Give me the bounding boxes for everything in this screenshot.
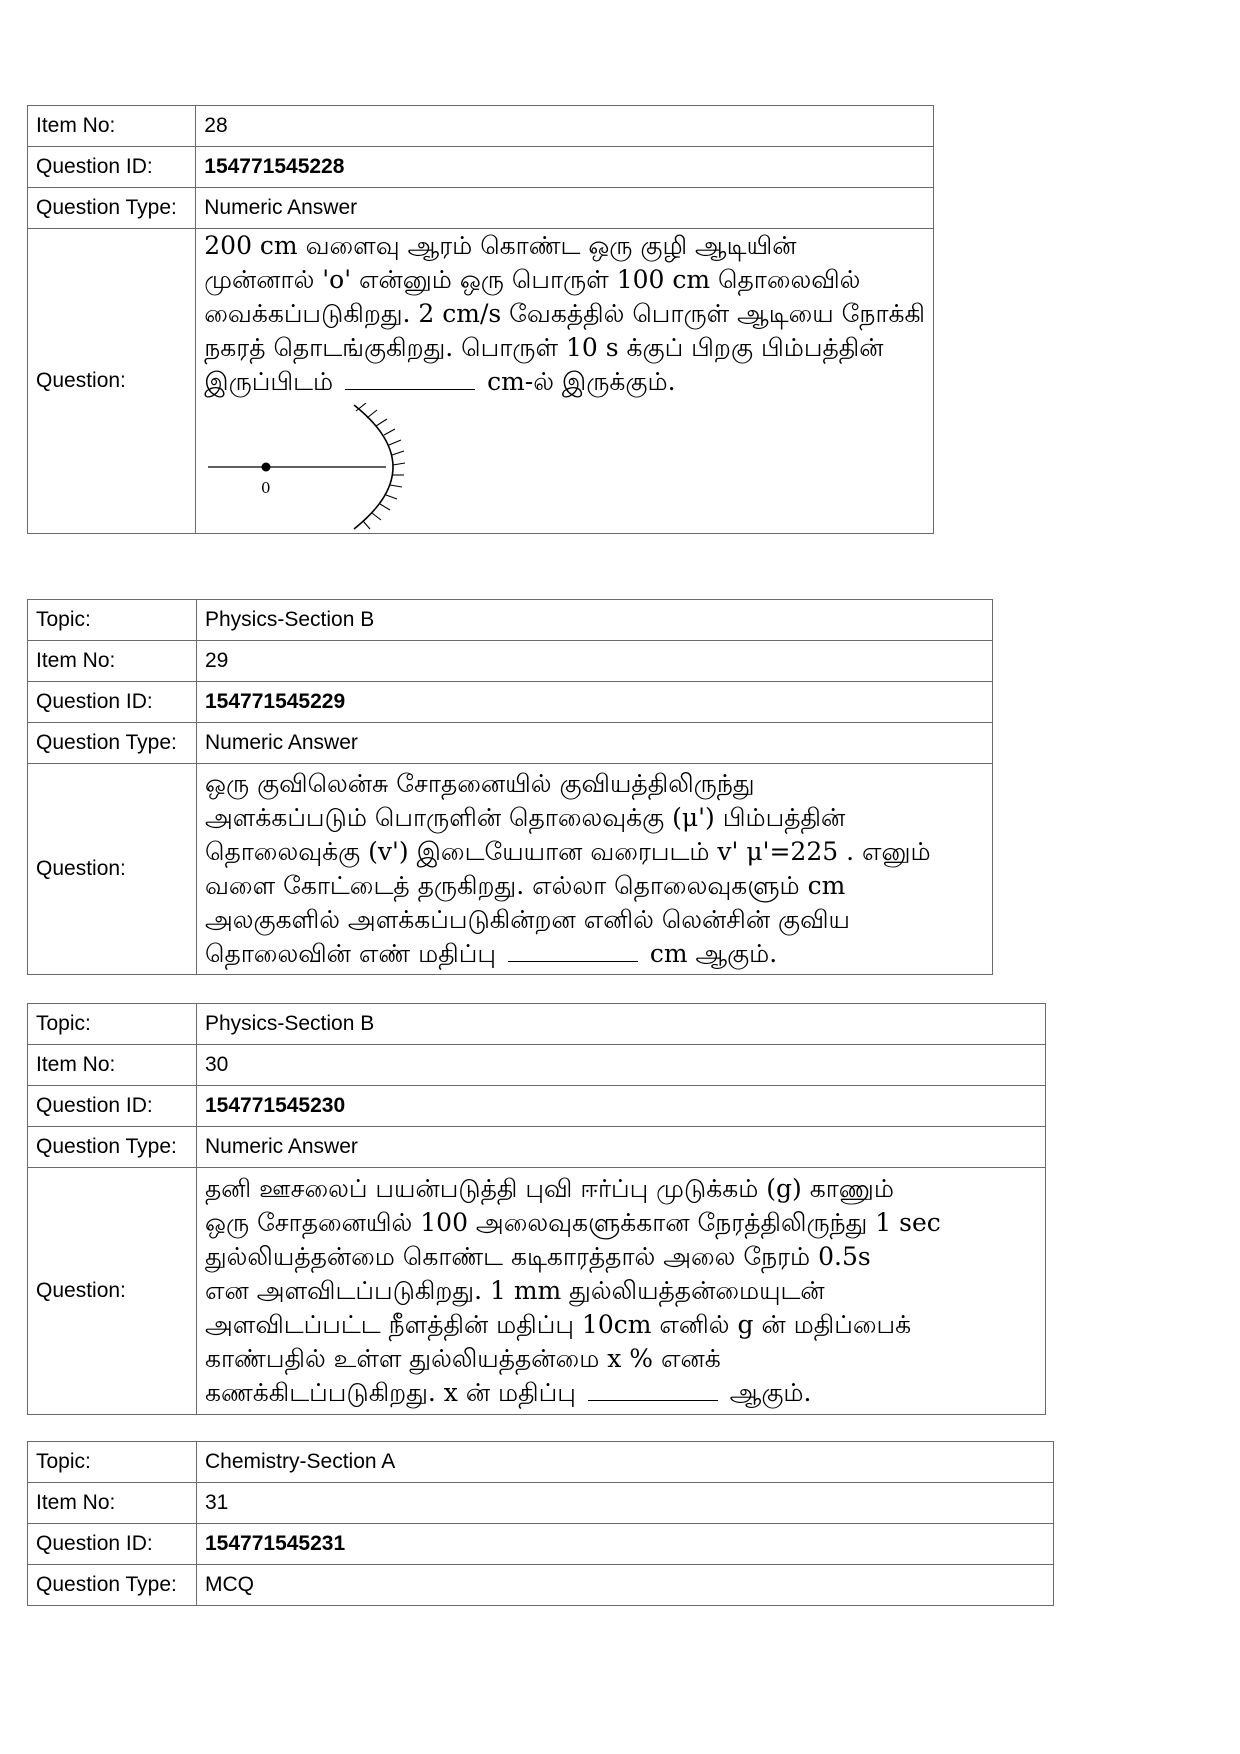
- item-no-row: [28, 1045, 1046, 1086]
- item-no-label: Item No:: [28, 106, 196, 147]
- item-no-label: Item No:: [28, 1483, 197, 1524]
- question-type-label: Question Type:: [28, 1127, 197, 1168]
- question-type-label: Question Type:: [28, 1565, 197, 1606]
- question-line-end: ஆகும்.: [729, 1378, 812, 1407]
- object-point: [262, 463, 271, 472]
- question-type-label: Question Type:: [28, 188, 196, 229]
- item-no-row: [28, 106, 934, 147]
- answer-blank: [345, 388, 475, 390]
- question-line: நகரத் தொடங்குகிறது. பொருள் 10 s க்குப் பிறகு பிம்பத்தின்: [204, 333, 884, 362]
- question-line-start: கணக்கிடப்படுகிறது. x ன் மதிப்பு: [205, 1378, 576, 1407]
- question-label: Question:: [28, 1168, 197, 1415]
- topic-label: Topic:: [28, 1442, 197, 1483]
- question-table-30: [27, 1003, 1046, 1415]
- question-type-row: [28, 1565, 1054, 1606]
- item-no-value: 30: [197, 1045, 1046, 1086]
- question-id-row: [28, 682, 993, 723]
- topic-value: Physics-Section B: [197, 1004, 1046, 1045]
- question-row: [28, 1168, 1046, 1415]
- question-line: காண்பதில் உள்ள துல்லியத்தன்மை x % எனக்: [205, 1344, 721, 1373]
- question-line: வளை கோட்டைத் தருகிறது. எல்லா தொலைவுகளும் cm: [205, 871, 846, 900]
- question-line: 200 cm வளைவு ஆரம் கொண்ட ஒரு குழி ஆடியின்: [204, 231, 797, 260]
- question-line-last: [205, 937, 984, 971]
- question-type-value: MCQ: [197, 1565, 1054, 1606]
- question-text: [196, 229, 934, 534]
- question-type-row: [28, 723, 993, 764]
- topic-row: [28, 1442, 1054, 1483]
- question-line: அளக்கப்படும் பொருளின் தொலைவுக்கு (μ') பிம்பத்தின்: [205, 803, 846, 832]
- question-id-label: Question ID:: [28, 1524, 197, 1565]
- item-no-label: Item No:: [28, 641, 197, 682]
- item-no-value: 28: [196, 106, 934, 147]
- question-type-row: [28, 1127, 1046, 1168]
- question-line-end: cm-ல் இருக்கும்.: [487, 367, 676, 396]
- topic-label: Topic:: [28, 600, 197, 641]
- answer-blank: [508, 960, 638, 962]
- question-id-row: [28, 1086, 1046, 1127]
- topic-label: Topic:: [28, 1004, 197, 1045]
- question-text: [197, 1168, 1046, 1415]
- topic-value: Chemistry-Section A: [197, 1442, 1054, 1483]
- item-no-row: [28, 1483, 1054, 1524]
- question-type-value: Numeric Answer: [196, 188, 934, 229]
- question-id-label: Question ID:: [28, 682, 197, 723]
- question-line: என அளவிடப்படுகிறது. 1 mm துல்லியத்தன்மையுடன்: [205, 1276, 825, 1305]
- question-table-28: [27, 105, 934, 534]
- question-line: வைக்கப்படுகிறது. 2 cm/s வேகத்தில் பொருள் ஆடியை நோக்கி: [204, 299, 925, 328]
- question-line: முன்னால் 'o' என்னும் ஒரு பொருள் 100 cm தொலைவில்: [204, 265, 861, 294]
- question-label: Question:: [28, 229, 196, 534]
- question-type-row: [28, 188, 934, 229]
- question-line: தொலைவுக்கு (v') இடையேயான வரைபடம் v' μ'=225 . எனும்: [205, 837, 931, 866]
- item-no-value: 31: [197, 1483, 1054, 1524]
- question-line: துல்லியத்தன்மை கொண்ட கடிகாரத்தால் அலை நேரம் 0.5s: [205, 1242, 871, 1271]
- question-line-last: [205, 1376, 1037, 1410]
- question-table-31: [27, 1441, 1054, 1606]
- question-line: அலகுகளில் அளக்கப்படுகின்றன எனில் லென்சின் குவிய: [205, 905, 850, 934]
- object-label: 0: [261, 479, 271, 497]
- question-line-start: தொலைவின் எண் மதிப்பு: [205, 939, 496, 968]
- question-id-value: 154771545228: [196, 147, 934, 188]
- topic-value: Physics-Section B: [197, 600, 993, 641]
- concave-mirror-figure: [204, 403, 444, 533]
- question-line-end: cm ஆகும்.: [649, 939, 778, 968]
- item-no-row: [28, 641, 993, 682]
- question-type-value: Numeric Answer: [197, 723, 993, 764]
- question-line-start: இருப்பிடம்: [204, 367, 334, 396]
- question-line: அளவிடப்பட்ட நீளத்தின் மதிப்பு 10cm எனில் g ன் மதிப்பைக்: [205, 1310, 912, 1339]
- question-row: [28, 229, 934, 534]
- question-line: ஒரு குவிலென்சு சோதனையில் குவியத்திலிருந்து: [205, 769, 755, 798]
- question-label: Question:: [28, 764, 197, 975]
- question-type-value: Numeric Answer: [197, 1127, 1046, 1168]
- question-text: [197, 764, 993, 975]
- question-id-row: [28, 1524, 1054, 1565]
- question-id-value: 154771545231: [197, 1524, 1054, 1565]
- mirror-hatching: [356, 403, 405, 529]
- topic-row: [28, 600, 993, 641]
- topic-row: [28, 1004, 1046, 1045]
- question-table-29: [27, 599, 993, 975]
- question-line: ஒரு சோதனையில் 100 அலைவுகளுக்கான நேரத்திலிருந்து 1 sec: [205, 1208, 941, 1237]
- question-id-label: Question ID:: [28, 147, 196, 188]
- answer-blank: [588, 1399, 718, 1401]
- question-id-value: 154771545229: [197, 682, 993, 723]
- question-id-label: Question ID:: [28, 1086, 197, 1127]
- item-no-value: 29: [197, 641, 993, 682]
- question-line: தனி ஊசலைப் பயன்படுத்தி புவி ஈர்ப்பு முடுக்கம் (g) காணும்: [205, 1174, 894, 1203]
- question-row: [28, 764, 993, 975]
- question-line-last: [204, 365, 925, 399]
- question-type-label: Question Type:: [28, 723, 197, 764]
- question-id-value: 154771545230: [197, 1086, 1046, 1127]
- item-no-label: Item No:: [28, 1045, 197, 1086]
- question-id-row: [28, 147, 934, 188]
